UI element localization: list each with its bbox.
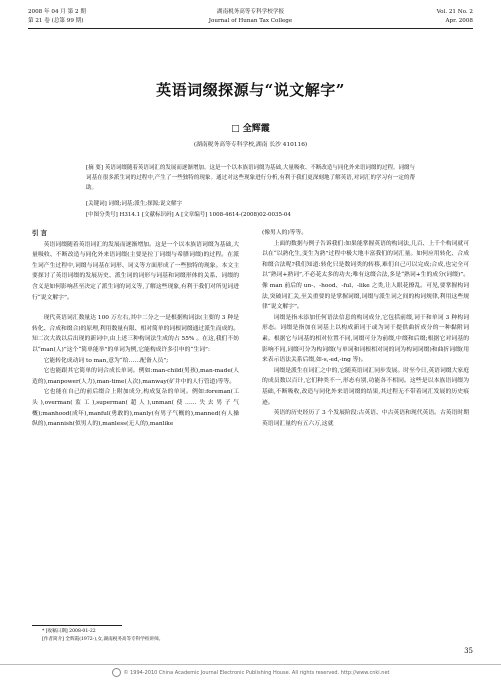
paragraph: 英语的历史经历了 3 个发展阶段:古英语、中古英语和现代英语。古英语时期英语词汇量约有五六万,这就	[262, 410, 469, 427]
paragraph: 现代英语词汇数量达 100 万左右,其中二分之一是根据构词法(主要的 3 种是转化、合成和缀合)的原理,利用数量有限、相对简单的词根词缀通过派生而成的。知二次大战以后出现的新词中,由上述三种构词法生成的占 55% 。在这,我们不妨以“man(人)”这个“简单能举”的单词为例,它能构成许多引申的“生词”:	[32, 315, 239, 353]
header-rule	[28, 28, 473, 29]
footnote-rule	[32, 625, 122, 626]
left-column	[32, 228, 239, 430]
cnki-logo-icon	[112, 668, 121, 677]
paragraph: 上面的数据与例子告诉我们:如果能掌握英语的构词法,几百、上千个构词就可以在“以熟化生,变生为熟”过程中极大地丰富我们的词汇量。如何应用转化、合成和缀合法呢?我们知道:转化只是数词类的转移,难们自己可以完成;合成,也完全可以“熟词+熟词”,不必花太多的功夫;唯有这缀合法,多是“熟词+生的成分(词缀)”。像 man 前后的 un-、-hood、-ful、-like 之类,让人眼花撩乱。可见,要掌握构词法,突破词汇关,至关重要的是掌握词缀,词缀与派生词之间的构词规律,利用这些规律“说文解字”。	[262, 240, 469, 311]
paragraph: 词缀是指未添加任何语法信息的构词成分,它包括前缀,词干和单词 3 种构词形态。词缀是指加在词基上以构成新词于或为词干提供曲折成分的一种黏附词素。根据它与词基的相对位置不同,词缀可分为前缀,中缀和后缀;根据它对词基的影响不同,词缀可分为构词缀(与单词和词根相对词的词为构词词缀)和曲折词缀(用来表示语法关系后缀,如-s,-ed,-ing 等)。	[262, 314, 469, 364]
author-affiliation: (湖南税务高等专科学校,湖南 长沙 410116)	[193, 142, 308, 148]
paragraph: (像男人的)等等。	[262, 230, 308, 236]
paragraph: 词缀是派生在词汇之中的,它随英语词汇同步发展。时至今日,英语词缀大家庭的成员数以百计,它们种类不一,形态有别,功能各不相同。这些是以本族语词缀为基础,不断吸收,改造与同化外来语词缀的结果,其过程无不带着词汇发展的历史痕迹。	[262, 367, 469, 406]
section-heading-introduction: 引 言	[32, 229, 48, 237]
footnote-author: [作者简介] 全辉霞(1972-),女,湖南税务高等专科学校讲师。	[42, 637, 164, 642]
abstract: [摘 要] 英语词缀随着英语词汇的发展而逐渐增加。这是一个以本族语词缀为基础,大量吸收、不断改造与同化外来语词缀的过程。词缀与词基在很多派生词的过程中,产生了一些独特的现象。通过对这些现象进行分析,有利于我们更深刻地了解英语,对词汇的学习有一定的帮助。	[86, 165, 415, 191]
right-column	[262, 228, 469, 429]
article-title: 英语词缀探源与“说文解字”	[156, 81, 345, 99]
footer-rule	[0, 664, 501, 665]
keywords: [关键词] 词缀;词基;派生;探源;说文解字	[86, 201, 182, 207]
author-name: □ 全辉霞	[231, 124, 270, 134]
paragraph: 它也能跟其它简单的词合成长单词。例如:man-child(男孩),man-made(人造的),manpower(人力),man-time(人次),manway(矿井中的人行管道)等等。	[32, 368, 239, 385]
paragraph: 它也能在自己的前后缀合上附加成分,构成复杂的单词。例如:foreman(工头),overman(监工),superman(超人),unman(使……失去男子气概);manhood(成年),manful(勇敢的),manly(有男子气概的),manned(有人操纵的),mannish(似男人的),manless(无人的),manlike	[32, 389, 239, 428]
header-issue: 2008 年 04 月 第 2 期 第 21 卷 (总第 99 期)	[28, 9, 86, 24]
copyright-footer: © 1994-2010 China Academic Journal Electronic Publishing House. All rights reserved. http://www.cnki.net	[0, 668, 501, 677]
paragraph: 英语词缀随着英语词汇的发展而逐渐增加。这是一个以本族语词缀为基础,大量吸收、不断改造与同化外来语词缀(主要是拉丁词缀与希腊词缀)的过程。在派生词产生过程中,词缀与词基在词形、词义等方面形成了一些独特的现象。本文主要探讨了英语词缀的发展历史、派生词的词形与词基和词缀形体的关系、词缀的含义是如何影响甚至决定了派生词的词义等,了解这些现象,有利于我们对所见词进行“说文解字”。	[32, 241, 239, 301]
header-volume: Vol. 21 No. 2 Apr. 2008	[436, 9, 473, 24]
footnote-received: * [收稿日期] 2008-01-22	[42, 629, 96, 634]
paragraph: 它能转化成动词 to man,意为“给……配备人员”;	[43, 357, 169, 364]
classification-codes: [中图分类号] H314.1 [文献标识码] A [文章编号] 1008-4614-(2008)02-0035-04	[86, 212, 291, 218]
header-journal: 湖南税务高等专科学校学报 Journal of Hunan Tax College	[208, 9, 293, 24]
page-number: 35	[464, 647, 473, 655]
